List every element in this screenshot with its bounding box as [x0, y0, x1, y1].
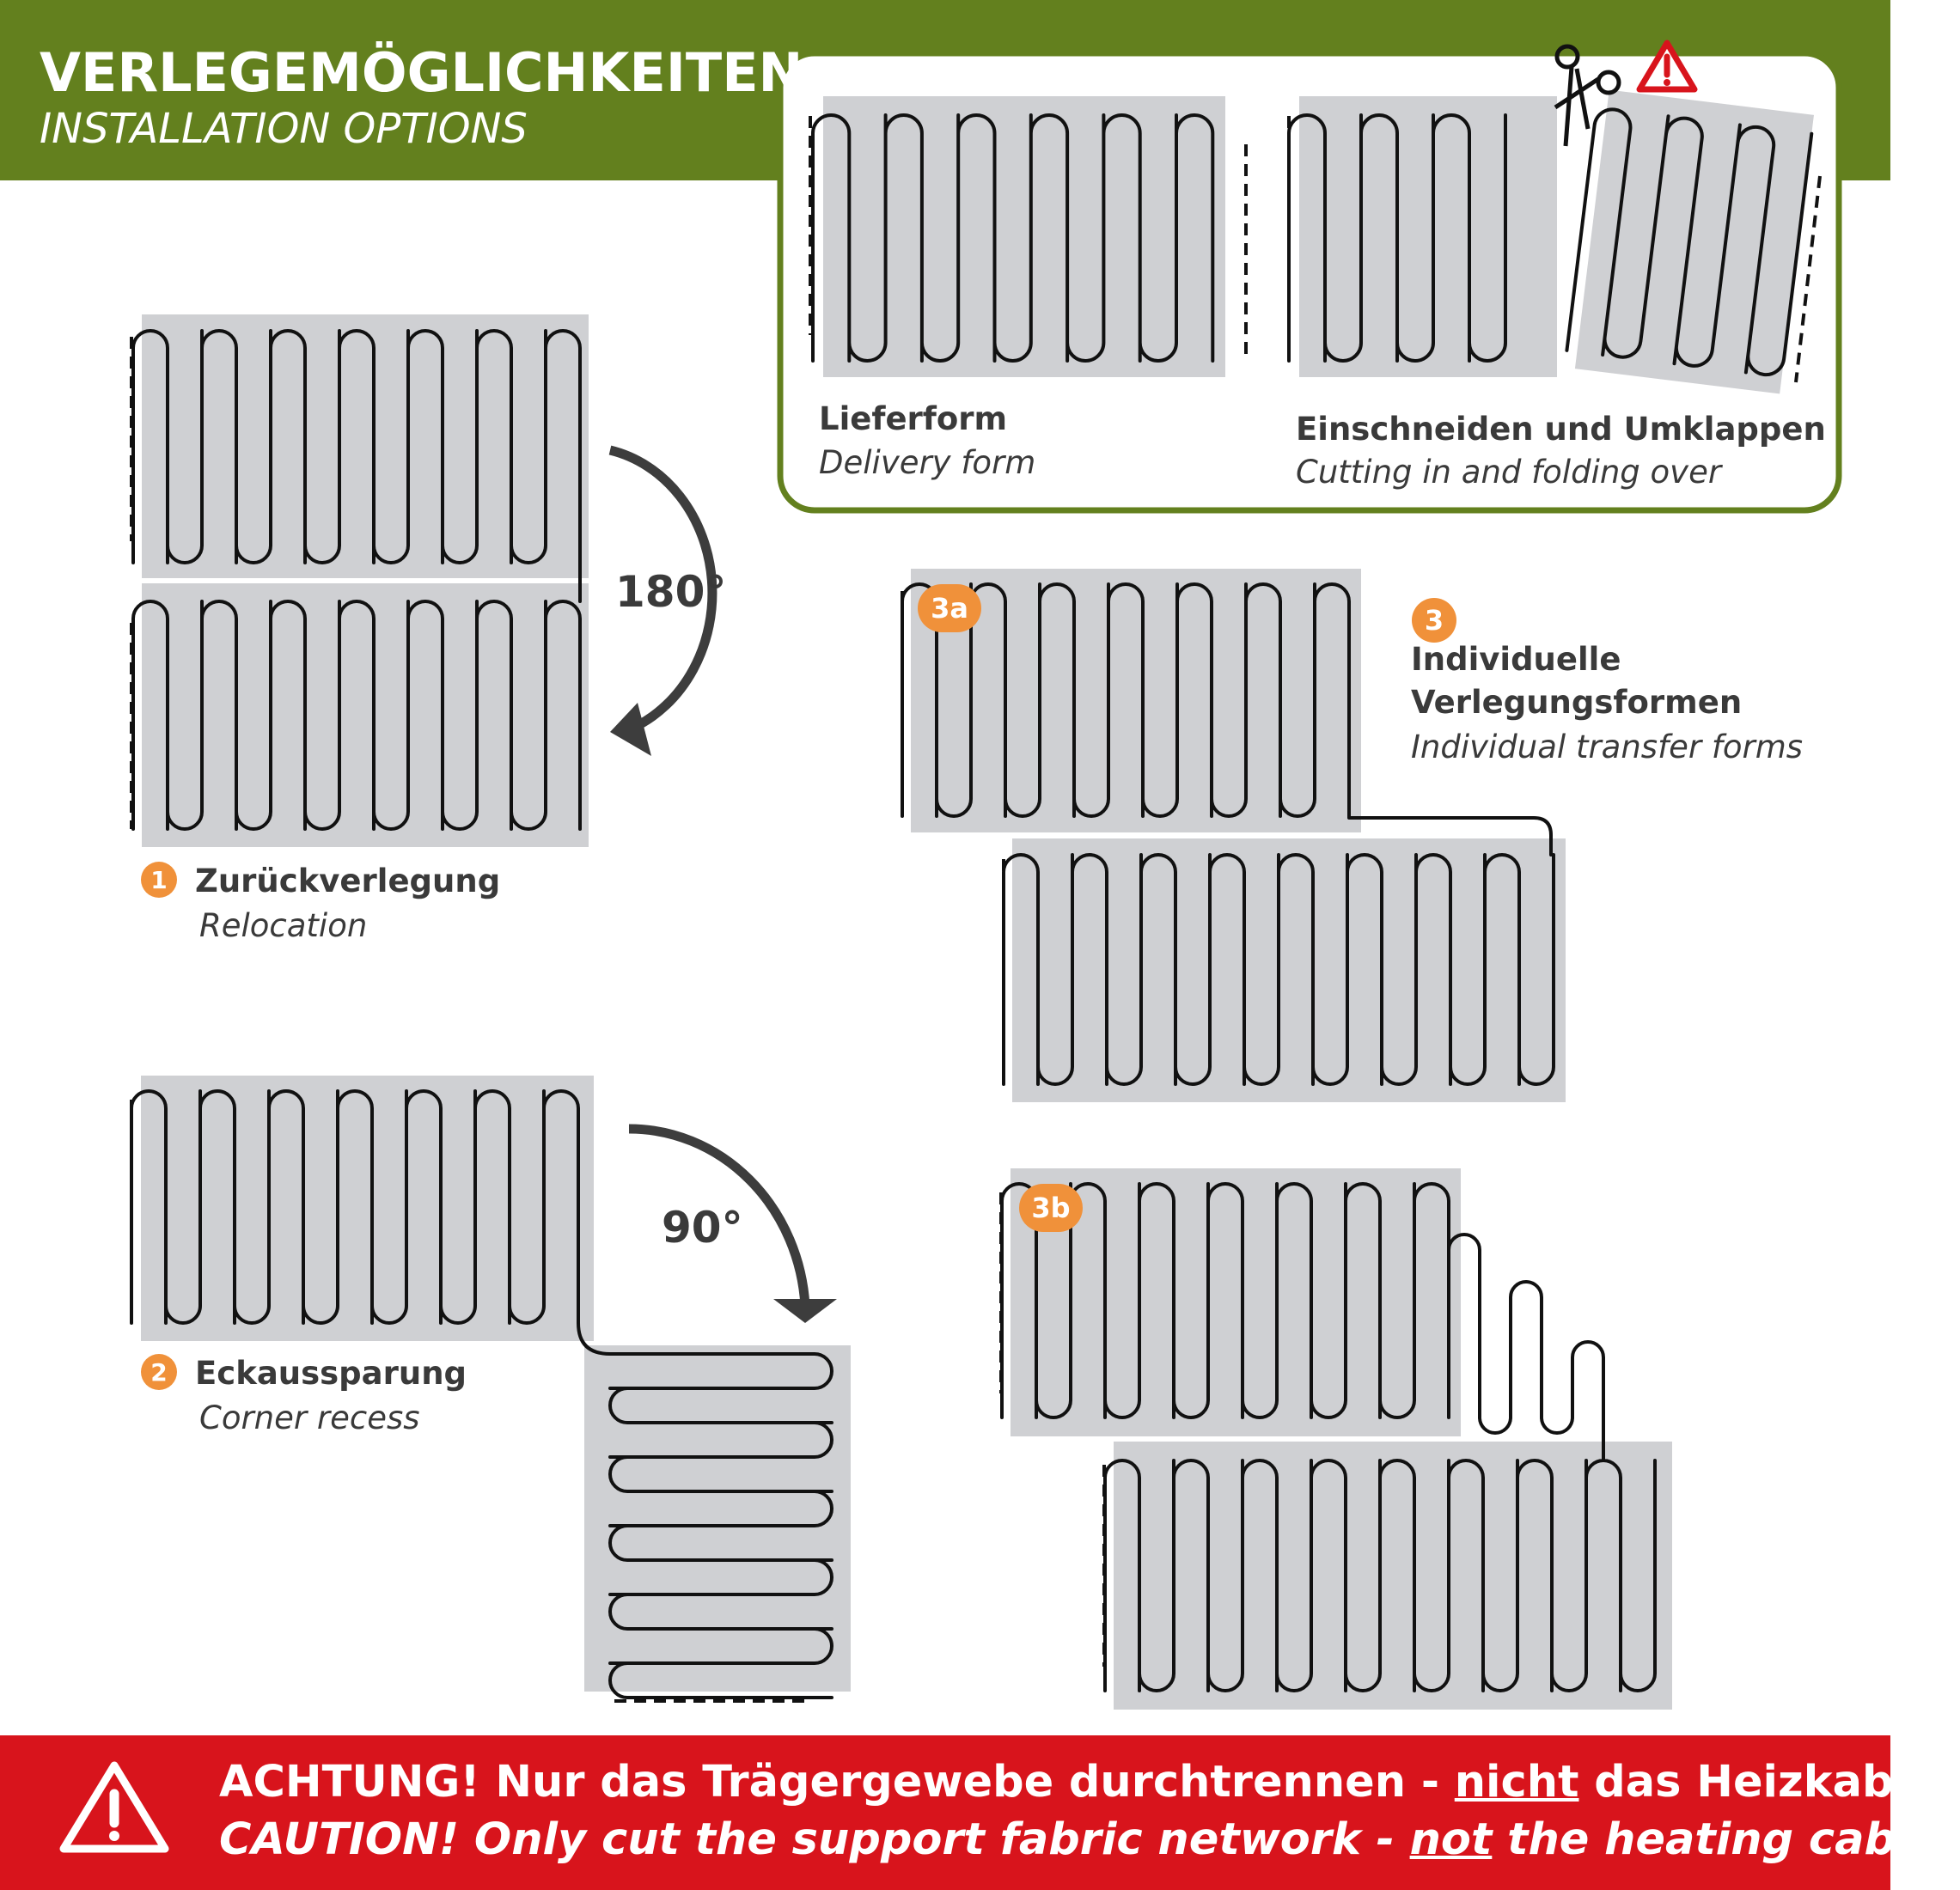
mat-cut-left — [1299, 96, 1557, 377]
delivery-form-subtitle: Delivery form — [819, 444, 1036, 481]
option-3-title-line1: Individuelle — [1411, 641, 1621, 678]
option-3-badge: 3 — [1412, 598, 1456, 643]
mat-3b-bottom — [1114, 1442, 1672, 1710]
angle-90-label: 90° — [662, 1203, 743, 1253]
option-2-subtitle: Corner recess — [199, 1399, 420, 1436]
page-subtitle: INSTALLATION OPTIONS — [40, 105, 528, 153]
warning-text-de: ACHTUNG! Nur das Trägergewebe durchtrennen - nicht das Heizkabel! — [219, 1757, 1958, 1808]
warning-emphasis-en: not — [1409, 1814, 1493, 1865]
mat-relocation-bottom — [142, 583, 589, 847]
rotate-180-arrowhead — [610, 703, 651, 756]
warning-text-en: CAUTION! Only cut the support fabric network - not the heating cable! — [219, 1814, 1960, 1865]
mat-corner-rotated — [584, 1345, 851, 1692]
delivery-form-title: Lieferform — [819, 400, 1008, 437]
option-1-title: Zurückverlegung — [195, 863, 501, 899]
mat-cut-folded — [1575, 90, 1814, 394]
mat-relocation-top — [142, 314, 589, 578]
option-3-subtitle: Individual transfer forms — [1411, 729, 1804, 765]
warning-emphasis-de: nicht — [1454, 1757, 1579, 1808]
cutting-title: Einschneiden und Umklappen — [1296, 411, 1826, 448]
angle-180-label: 180° — [615, 567, 727, 617]
variant-3b-badge: 3b — [1019, 1184, 1083, 1232]
mat-3a-bottom — [1012, 838, 1566, 1102]
rotate-90-arrowhead — [773, 1299, 837, 1323]
option-3-title-line2: Verlegungsformen — [1411, 684, 1743, 721]
option-1-subtitle: Relocation — [199, 907, 368, 944]
page-title: VERLEGEMÖGLICHKEITEN — [40, 41, 803, 104]
variant-3a-badge: 3a — [918, 584, 981, 632]
cutting-subtitle: Cutting in and folding over — [1296, 454, 1722, 491]
option-2-badge: 2 — [141, 1354, 177, 1390]
option-2-title: Eckaussparung — [195, 1355, 467, 1392]
mat-delivery — [823, 96, 1225, 377]
option-1-badge: 1 — [141, 862, 177, 898]
mat-corner-top — [141, 1076, 594, 1341]
